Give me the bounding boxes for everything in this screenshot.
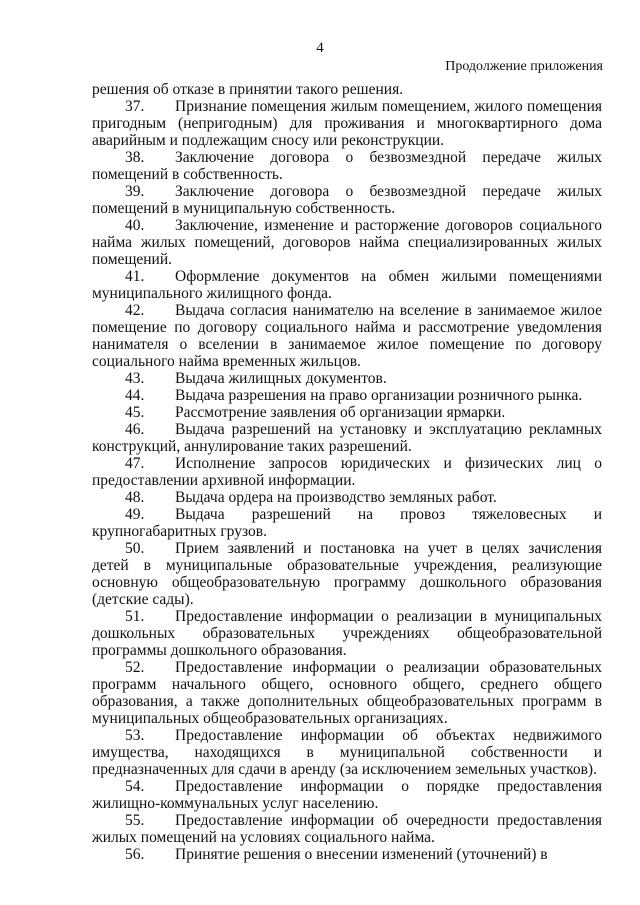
item-text: Заключение, изменение и расторжение договоров социального найма жилых помещений, договоров найма специализированных жилых помещений.	[92, 217, 602, 268]
list-item	[92, 608, 602, 659]
item-text: Предоставление информации о реализации образовательных программ начального общего, основного общего, среднего общего образования, а также дополнительных общеобразовательных программ в муниципальных общеобразовательных организациях.	[92, 659, 602, 727]
list-item	[92, 455, 602, 489]
item-text: Выдача разрешений на провоз тяжеловесных и крупногабаритных грузов.	[92, 506, 602, 540]
list-item	[92, 489, 602, 506]
item-number: 43.	[125, 370, 145, 387]
list-item	[92, 98, 602, 149]
item-text: Предоставление информации об объектах недвижимого имущества, находящихся в муниципальной собственности и предназначенных для сдачи в аренду (за исключением земельных участков).	[92, 727, 602, 778]
list-item	[92, 404, 602, 421]
item-number: 40.	[125, 217, 145, 234]
item-number: 52.	[125, 659, 145, 676]
item-text: Выдача разрешений на установку и эксплуатацию рекламных конструкций, аннулирование таких разрешений.	[92, 421, 602, 455]
item-text: Предоставление информации об очередности предоставления жилых помещений на условиях социального найма.	[92, 812, 602, 846]
list-item	[92, 370, 602, 387]
list-item	[92, 268, 602, 302]
item-text: Исполнение запросов юридических и физических лиц о предоставлении архивной информации.	[92, 455, 602, 489]
item-text: Рассмотрение заявления об организации ярмарки.	[175, 404, 506, 421]
item-text: Выдача ордера на производство земляных работ.	[175, 489, 497, 506]
list-item	[92, 812, 602, 846]
item-number: 56.	[125, 846, 145, 863]
list-item	[92, 506, 602, 540]
list-item	[92, 183, 602, 217]
item-text: Признание помещения жилым помещением, жилого помещения пригодным (непригодным) для проживания и многоквартирного дома аварийным и подлежащим сносу или реконструкции.	[92, 98, 602, 149]
item-number: 44.	[125, 387, 145, 404]
item-number: 50.	[125, 540, 145, 557]
list-item	[92, 302, 602, 370]
list-item	[92, 846, 602, 863]
item-text: Заключение договора о безвозмездной передаче жилых помещений в собственность.	[92, 149, 602, 183]
item-number: 41.	[125, 268, 145, 285]
item-number: 51.	[125, 608, 145, 625]
list-item	[92, 540, 602, 608]
item-number: 47.	[125, 455, 145, 472]
continuation-header: Продолжение приложения	[445, 59, 603, 74]
list-item	[92, 727, 602, 778]
item-number: 55.	[125, 812, 145, 829]
item-text: Выдача жилищных документов.	[175, 370, 387, 387]
list-item	[92, 387, 602, 404]
item-number: 49.	[125, 506, 145, 523]
item-number: 53.	[125, 727, 145, 744]
item-text: Принятие решения о внесении изменений (уточнений) в	[175, 846, 548, 863]
item-text: Выдача согласия нанимателю на вселение в занимаемое жилое помещение по договору социального найма и рассмотрение уведомления нанимателя о вселении в занимаемое жилое помещение по договору социального найма временных жильцов.	[92, 302, 602, 370]
numbered-list	[92, 98, 602, 863]
item-text: Выдача разрешения на право организации розничного рынка.	[175, 387, 583, 404]
list-item	[92, 659, 602, 727]
page-number: 4	[316, 40, 324, 56]
item-text: Прием заявлений и постановка на учет в целях зачисления детей в муниципальные образовательные учреждения, реализующие основную общеобразовательную программу дошкольного образования (детские сады).	[92, 540, 602, 608]
list-item	[92, 149, 602, 183]
document-body	[92, 81, 602, 863]
continued-paragraph: решения об отказе в принятии такого решения.	[92, 81, 404, 98]
item-number: 45.	[125, 404, 145, 421]
item-number: 37.	[125, 98, 145, 115]
list-item	[92, 421, 602, 455]
item-text: Предоставление информации о порядке предоставления жилищно-коммунальных услуг населению.	[92, 778, 602, 812]
item-number: 39.	[125, 183, 145, 200]
list-item	[92, 778, 602, 812]
item-number: 48.	[125, 489, 145, 506]
item-number: 46.	[125, 421, 145, 438]
item-number: 54.	[125, 778, 145, 795]
item-text: Оформление документов на обмен жилыми помещениями муниципального жилищного фонда.	[92, 268, 602, 302]
list-item	[92, 217, 602, 268]
item-text: Предоставление информации о реализации в муниципальных дошкольных образовательных учреждениях общеобразовательной программы дошкольного образования.	[92, 608, 602, 659]
item-text: Заключение договора о безвозмездной передаче жилых помещений в муниципальную собственность.	[92, 183, 602, 217]
item-number: 42.	[125, 302, 145, 319]
item-number: 38.	[125, 149, 145, 166]
